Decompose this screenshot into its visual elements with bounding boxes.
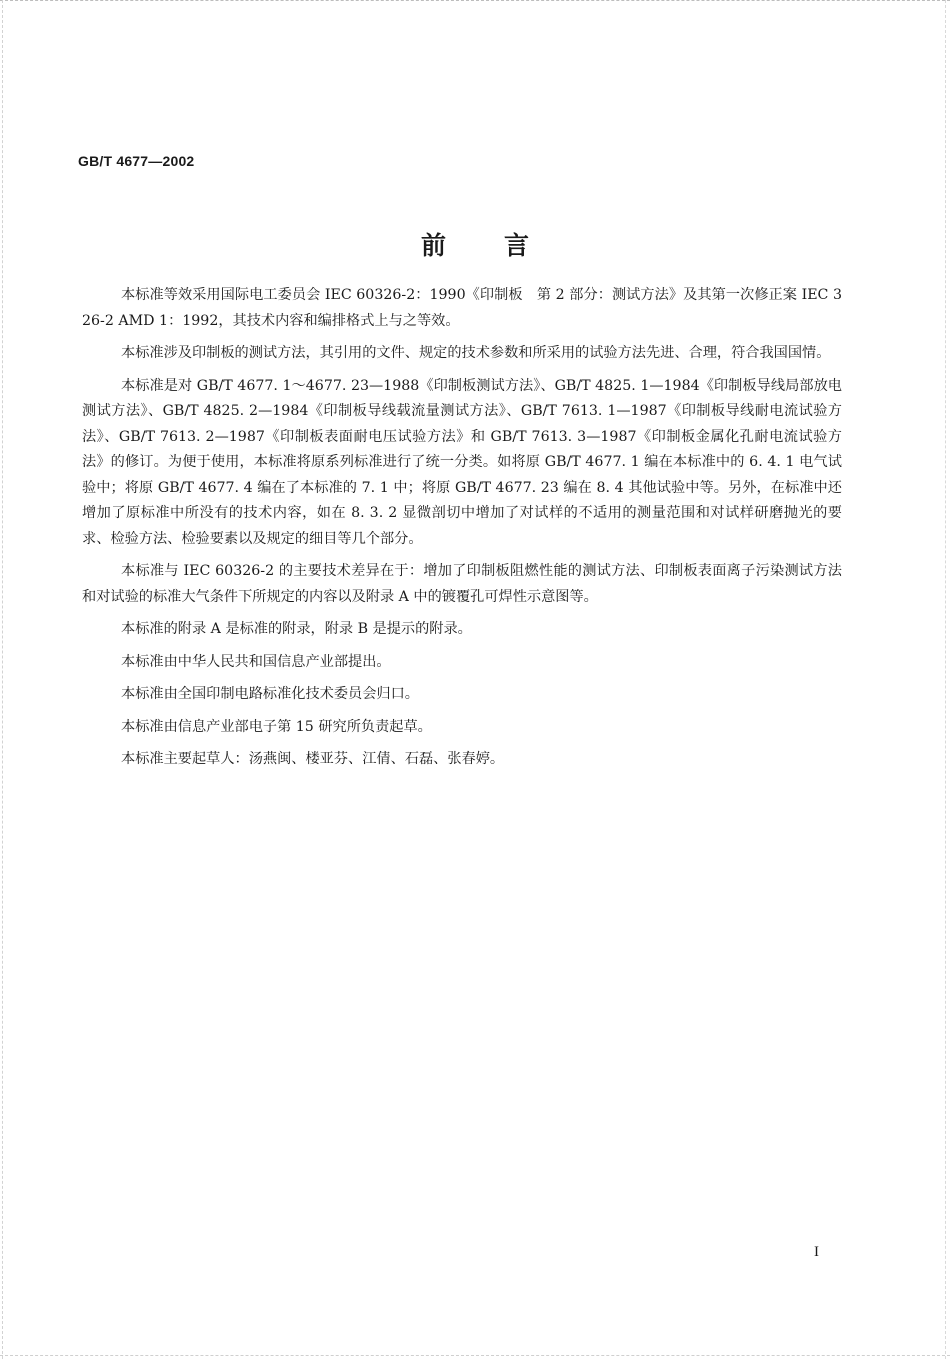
scan-edge-right (945, 0, 947, 1359)
paragraph-drafter: 本标准由信息产业部电子第 15 研究所负责起草。 (121, 718, 432, 735)
paragraph-differences: 本标准与 IEC 60326-2 的主要技术差异在于：增加了印制板阻燃性能的测试方法、印制板表面离子污染测试方法和对试验的标准大气条件下所规定的内容以及附录 A 中的镀覆孔可焊性示意图等。 (82, 563, 842, 605)
paragraph-authors: 本标准主要起草人：汤燕闽、楼亚芬、江倩、石磊、张春婷。 (121, 751, 505, 767)
scan-edge-top (0, 0, 950, 3)
paragraph-revision: 本标准是对 GB/T 4677. 1～4677. 23—1988《印制板测试方法》、GB/T 4825. 1—1984《印制板导线局部放电测试方法》、GB/T 4825. 2—1984《印制板导线载流量测试方法》、GB/T 7613. 1—1987《印制板导线耐电流试验方法》、GB/T 7613. 2—1987《印制板表面耐电压试验方法》和 GB/T 7613. 3—1987《印制板金属化孔耐电流试验方法》的修订。为便于使用，本标准将原系列标准进行了统一分类。如将原 GB/T 4677. 1 编在本标准中的 6. 4. 1 电气试验中；将原 GB/T 4677. 4 编在了本标准的 7. 1 中；将原 GB/T 4677. 23 编在 8. 4 其他试验中等。另外，在标准中还增加了原标准中所没有的技术内容，如在 8. 3. 2 显微剖切中增加了对试样的不适用的测量范围和对试样研磨抛光的要求、检验方法、检验要素以及规定的细目等几个部分。 (82, 377, 842, 547)
page-title: 前言 (420, 231, 587, 260)
page-number: I (814, 1244, 819, 1260)
paragraph-adoption: 本标准等效采用国际电工委员会 IEC 60326-2：1990《印制板 第 2 部分：测试方法》及其第一次修正案 IEC 326-2 AMD 1：1992，其技术内容和编排格式上与之等效。 (82, 287, 842, 329)
paragraph-proposer: 本标准由中华人民共和国信息产业部提出。 (121, 653, 391, 670)
preface-body (82, 283, 842, 780)
scan-edge-bottom (0, 1355, 950, 1357)
paragraph-scope: 本标准涉及印制板的测试方法，其引用的文件、规定的技术参数和所采用的试验方法先进、合理，符合我国国情。 (121, 345, 831, 361)
scan-edge-left (2, 0, 4, 1359)
paragraph-appendix: 本标准的附录 A 是标准的附录，附录 B 是提示的附录。 (121, 621, 472, 637)
standard-code: GB/T 4677—2002 (78, 153, 195, 169)
paragraph-committee: 本标准由全国印制电路标准化技术委员会归口。 (121, 686, 419, 702)
